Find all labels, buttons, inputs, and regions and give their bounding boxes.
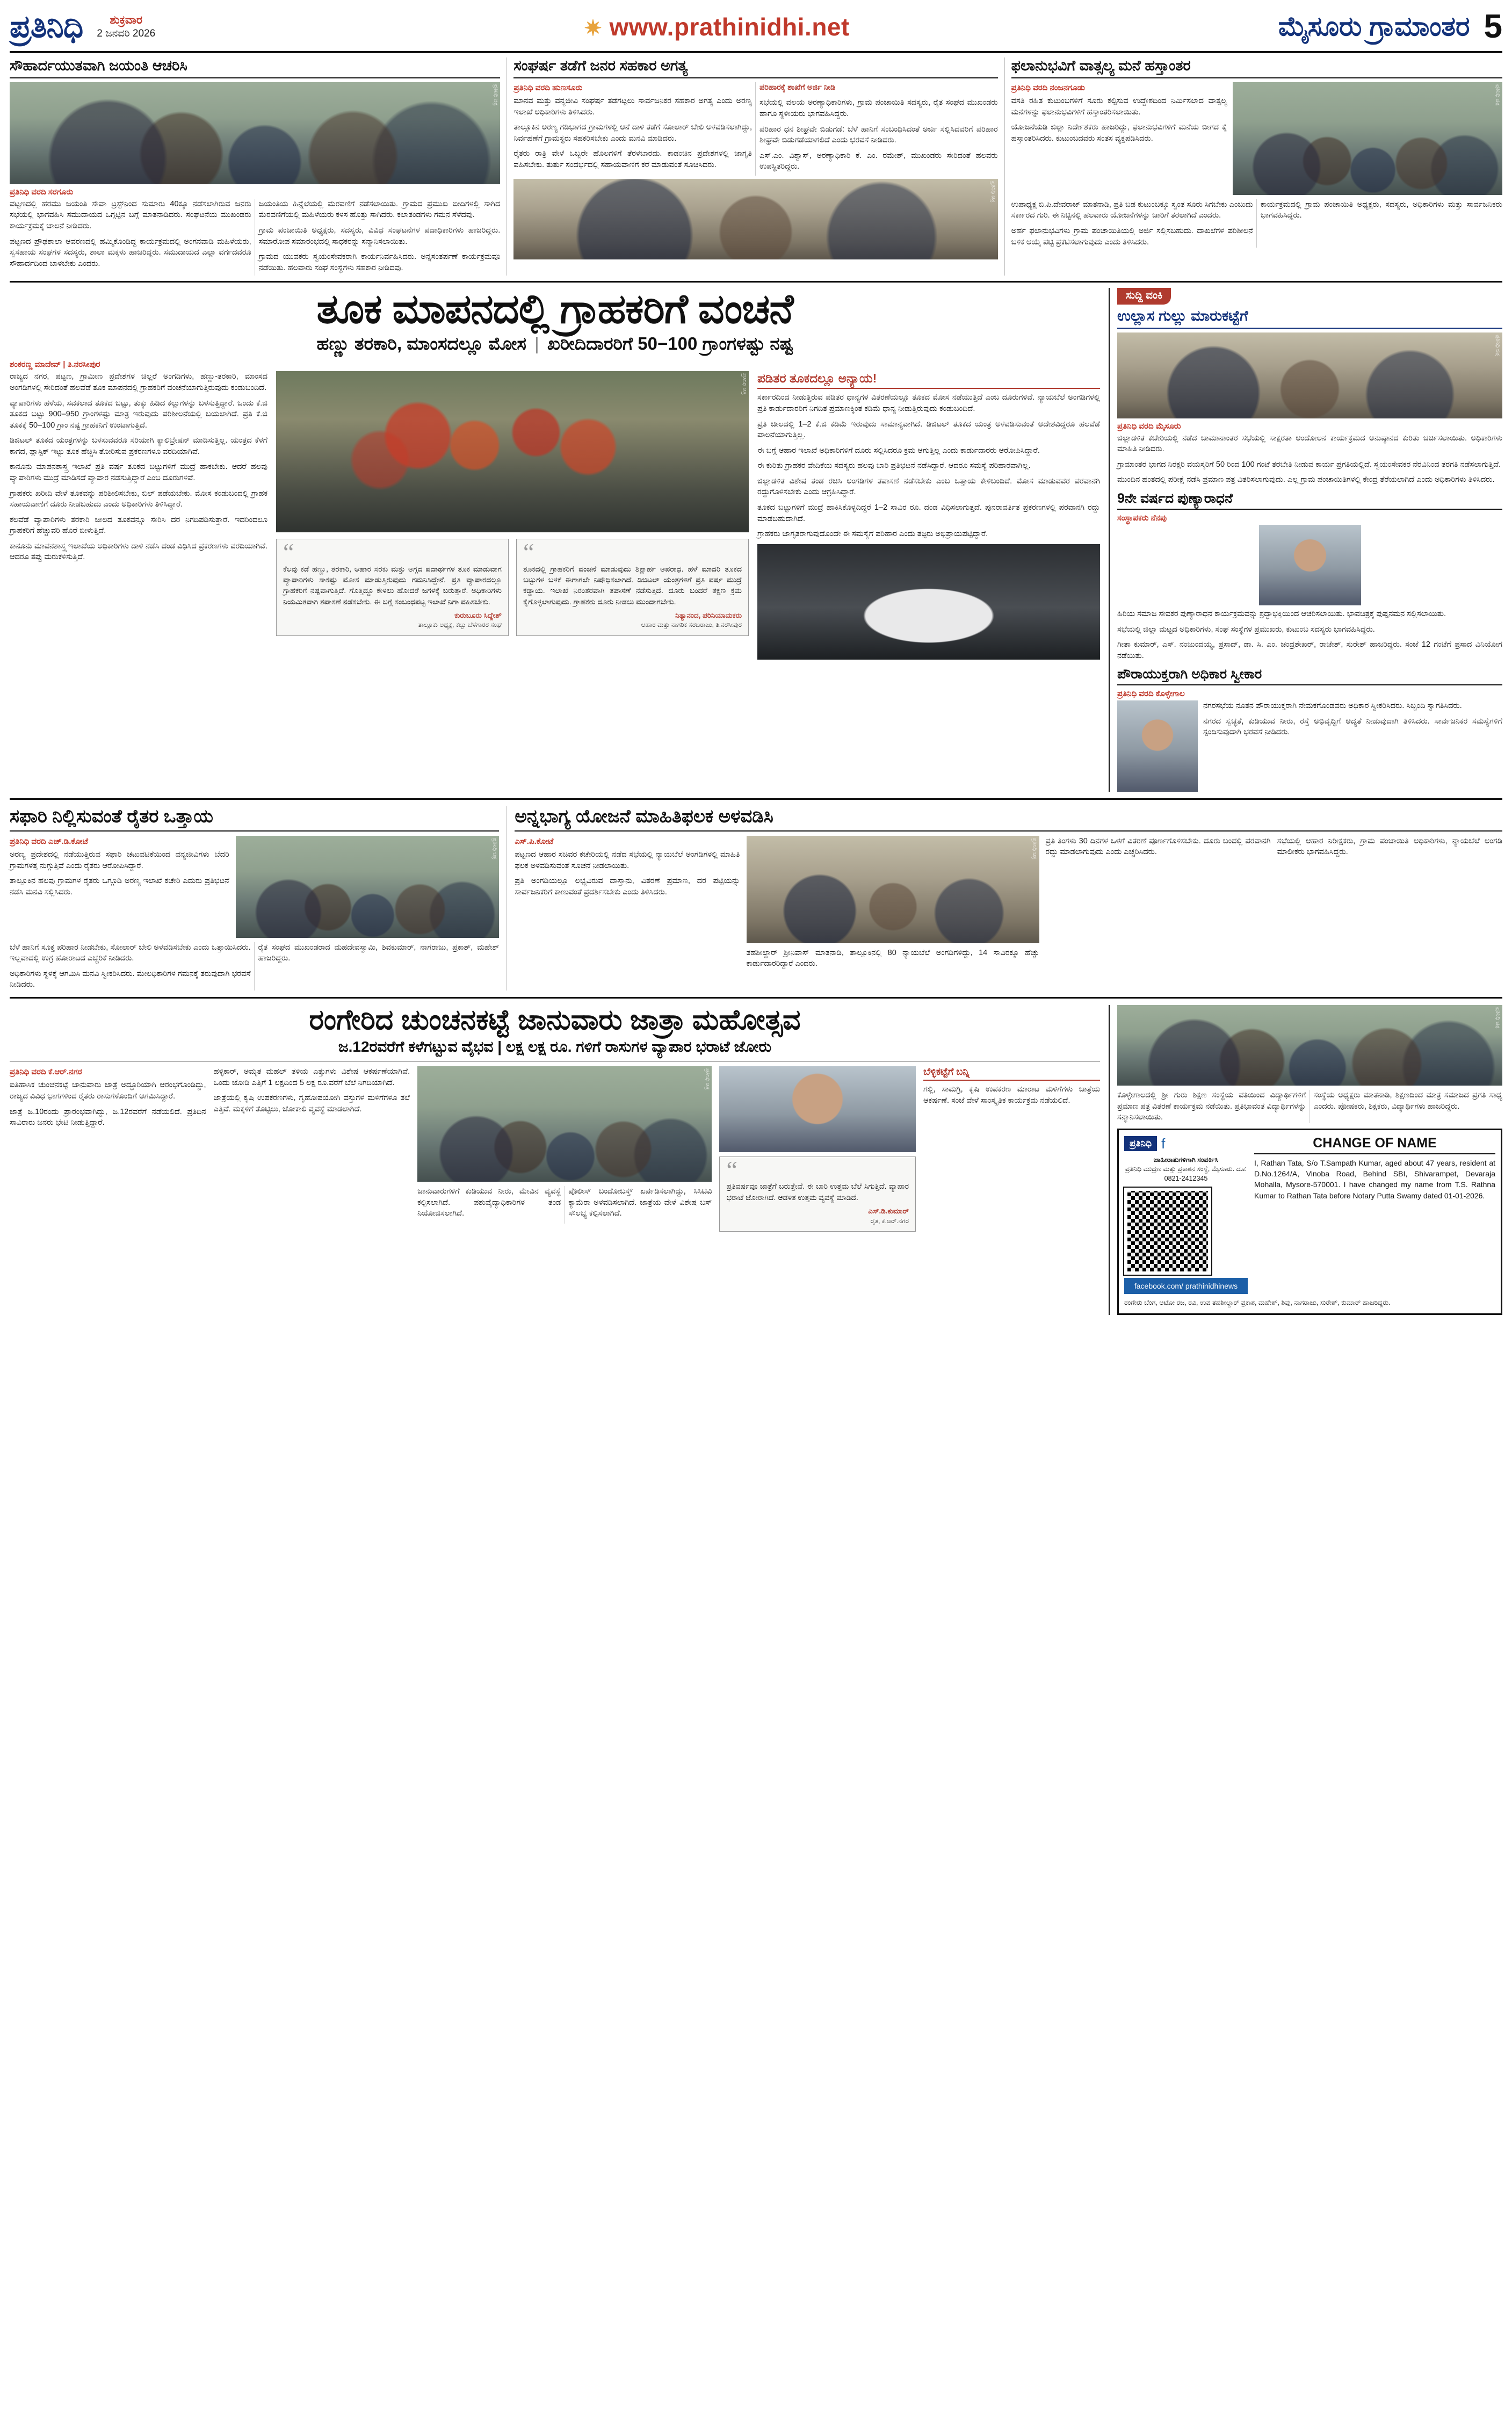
- ad-kannada-note: ರಂಗೇರು ಬೆಂಗ, ಆಟೋ ರಜ, ರವಿ, ಉಪ ತಹಶೀಲ್ದಾರ್ ಪ್ರಕಾಶ, ಮಹೇಶ್, ಶಿವು, ನಾಗರಾಜು, ಸುರೇಶ್, ಕುಮಾರ್ ಹಾಜರಿದ್ದರು.: [1124, 1299, 1391, 1307]
- paragraph: ಈ ಬಗ್ಗೆ ಆಹಾರ ಇಲಾಖೆ ಅಧಿಕಾರಿಗಳಿಗೆ ದೂರು ಸಲ್ಲಿಸಿದರೂ ಕ್ರಮ ಆಗುತ್ತಿಲ್ಲ ಎಂದು ಕಾರ್ಡುದಾರರು ಆರೋಪಿಸಿದ್ದಾರೆ.: [757, 446, 1040, 455]
- article-body-continued: [10, 942, 499, 991]
- paragraph: ಕಾರ್ಯಕ್ರಮದಲ್ಲಿ ಗ್ರಾಮ ಪಂಚಾಯಿತಿ ಅಧ್ಯಕ್ಷರು, ಸದಸ್ಯರು, ಅಧಿಕಾರಿಗಳು ಮತ್ತು ಸಾರ್ವಜನಿಕರು ಭಾಗವಹಿಸಿದ್ದರು.: [1260, 200, 1502, 220]
- quote-box-2: [516, 539, 749, 635]
- side-note-text: ಗಲ್ಲಿ, ಸಾಮಗ್ರಿ, ಕೃಷಿ ಉಪಕರಣ ಮಾರಾಟ ಮಳಿಗೆಗಳು ಜಾತ್ರೆಯ ಆಕರ್ಷಣೆ. ಸಂಜೆ ವೇಳೆ ಸಾಂಸ್ಕೃತಿಕ ಕಾರ್ಯಕ್ರಮ ನಡೆಯಲಿದೆ.: [923, 1085, 1100, 1105]
- bottom-sub-right: ಲಕ್ಷ ಲಕ್ಷ ರೂ. ಗಳಿಗೆ ರಾಸುಗಳ ವ್ಯಾಪಾರ ಭರಾಟೆ ಜೋರು: [505, 1038, 772, 1056]
- article-body: [10, 836, 229, 938]
- paragraph: ವಸತಿ ರಹಿತ ಕುಟುಂಬಗಳಿಗೆ ಸೂರು ಕಲ್ಪಿಸುವ ಉದ್ದೇಶದಿಂದ ನಿರ್ಮಿಸಲಾದ ವಾತ್ಸಲ್ಯ ಮನೆಗಳನ್ನು ಫಲಾನುಭವಿಗಳಿಗೆ ಹಸ್ತಾಂತರಿಸಲಾಯಿತು.: [1011, 97, 1227, 117]
- lead-right-column: [757, 371, 1100, 659]
- paragraph: ಪ್ರತಿ ಅಂಗಡಿಯಲ್ಲೂ ಲಭ್ಯವಿರುವ ದಾಸ್ತಾನು, ವಿತರಣೆ ಪ್ರಮಾಣ, ದರ ಪಟ್ಟಿಯನ್ನು ಸಾರ್ವಜನಿಕರಿಗೆ ಕಾಣುವಂತೆ ಪ್ರದರ್ಶಿಸಬೇಕು ಎಂದು ತಿಳಿಸಿದರು.: [515, 877, 740, 897]
- rail-headline-2: 9ನೇ ವರ್ಷದ ಪುಣ್ಯಾರಾಧನೆ: [1117, 491, 1502, 510]
- article-vatsalya-mane: [1005, 57, 1502, 276]
- bottom-subheadline: [10, 1038, 1100, 1056]
- top-stories-strip: [10, 57, 1502, 283]
- photo-credit: ಪ್ರತಿನಿಧಿ ಚಿತ್ರ: [1494, 84, 1501, 106]
- article-byline: ಪ್ರತಿನಿಧಿ ವರದಿ ನಂಜನಗೂಡು: [1011, 83, 1085, 92]
- photo-credit: ಪ್ರತಿನಿಧಿ ಚಿತ್ರ: [493, 84, 499, 106]
- paragraph: ಐತಿಹಾಸಿಕ ಚುಂಚನಕಟ್ಟೆ ಜಾನುವಾರು ಜಾತ್ರೆ ಅದ್ಧೂರಿಯಾಗಿ ಆರಂಭಗೊಂಡಿದ್ದು, ರಾಜ್ಯದ ವಿವಿಧ ಭಾಗಗಳಿಂದ ರೈತರು ರಾಸುಗಳೊಂದಿಗೆ ಆಗಮಿಸಿದ್ದಾರೆ.: [10, 1081, 206, 1101]
- photo-credit: ಪ್ರತಿನಿಧಿ ಚಿತ್ರ: [704, 1068, 711, 1090]
- issue-date-text: 2 ಜನವರಿ 2026: [97, 27, 156, 39]
- paragraph: ಸಭೆಯಲ್ಲಿ ಆಹಾರ ನಿರೀಕ್ಷಕರು, ಗ್ರಾಮ ಪಂಚಾಯಿತಿ ಅಧಿಕಾರಿಗಳು, ನ್ಯಾಯಬೆಲೆ ಅಂಗಡಿ ಮಾಲೀಕರು ಭಾಗವಹಿಸಿದ್ದರು.: [1277, 836, 1502, 857]
- lead-photo-weighing-scale: [757, 544, 1100, 660]
- side-note-title: ಬೆಳ್ಳಿಕಟ್ಟೆಗೆ ಬನ್ನಿ: [923, 1066, 1100, 1081]
- photo-credit: ಪ್ರತಿನಿಧಿ ಚಿತ್ರ: [1031, 837, 1038, 859]
- website-url[interactable]: [155, 12, 1278, 41]
- lead-headline: ತೂಕ ಮಾಪನದಲ್ಲಿ ಗ್ರಾಹಕರಿಗೆ ವಂಚನೆ: [316, 286, 793, 332]
- paragraph: ಗ್ರಾಮ ಪಂಚಾಯಿತಿ ಅಧ್ಯಕ್ಷರು, ಸದಸ್ಯರು, ವಿವಿಧ ಸಂಘಟನೆಗಳ ಪದಾಧಿಕಾರಿಗಳು ಹಾಜರಿದ್ದರು. ಸಮಾರೋಪ ಸಮಾರಂಭದಲ್ಲಿ ಸಾಧಕರನ್ನು ಸನ್ಮಾನಿಸಲಾಯಿತು.: [258, 226, 501, 246]
- bottom-sub-left: ಜ.12ರವರೆಗೆ ಕಳೆಗಟ್ಟುವ ವೈಭವ: [338, 1038, 494, 1056]
- paragraph: ರೈತ ಸಂಘದ ಮುಖಂಡರಾದ ಮಹದೇವಸ್ವಾಮಿ, ಶಿವಕುಮಾರ್, ನಾಗರಾಜು, ಪ್ರಕಾಶ್, ಮಹೇಶ್ ಹಾಜರಿದ್ದರು.: [258, 943, 500, 963]
- bottom-body-under-photo: [417, 1186, 712, 1224]
- quote-text: ತೂಕದಲ್ಲಿ ಗ್ರಾಹಕರಿಗೆ ವಂಚನೆ ಮಾಡುವುದು ಶಿಕ್ಷಾರ್ಹ ಅಪರಾಧ. ಹಳೆ ಮಾದರಿ ತೂಕದ ಬಟ್ಟುಗಳ ಬಳಕೆ ಈಗಾಗಲೇ ನಿಷೇಧಿಸಲಾಗಿದೆ. ಡಿಜಿಟಲ್ ಯಂತ್ರಗಳಿಗೆ ಪ್ರತಿ ವರ್ಷ ಮುದ್ರೆ ಕಡ್ಡಾಯ. ಇಲಾಖೆ ನಿರಂತರವಾಗಿ ತಪಾಸಣೆ ನಡೆಸುತ್ತಿದೆ. ದೂರು ಬಂದರೆ ತಕ್ಷಣ ಕ್ರಮ ಕೈಗೊಳ್ಳಲಾಗುವುದು. ಗ್ರಾಹಕರು ದೂರು ನೀಡಲು ಮುಂದಾಗಬೇಕು.: [523, 564, 742, 606]
- rail-section-tag: ಸುದ್ದಿ ವಂಕಿ: [1117, 288, 1171, 305]
- bottom-article: [10, 1005, 1100, 1315]
- article-body: [515, 836, 740, 974]
- lead-center-column: [276, 371, 749, 659]
- paragraph: ಅರ್ಹ ಫಲಾನುಭವಿಗಳು ಗ್ರಾಮ ಪಂಚಾಯಿತಿಯಲ್ಲಿ ಅರ್ಜಿ ಸಲ್ಲಿಸಬಹುದು. ದಾಖಲೆಗಳ ಪರಿಶೀಲನೆ ಬಳಿಕ ಆಯ್ಕೆ ಪಟ್ಟಿ ಪ್ರಕಟಿಸಲಾಗುವುದು ಎಂದು ತಿಳಿಸಿದರು.: [1011, 227, 1253, 247]
- mid-stories-strip: [10, 806, 1502, 999]
- article-body-continued: [1011, 199, 1502, 248]
- article-subhead: ಪರಿಹಾರಕ್ಕೆ ಶಾಖೆಗೆ ಅರ್ಜಿ ನೀಡಿ: [759, 83, 836, 92]
- paragraph: ಸಭೆಯಲ್ಲಿ ವಲಯ ಅರಣ್ಯಾಧಿಕಾರಿಗಳು, ಗ್ರಾಮ ಪಂಚಾಯಿತಿ ಸದಸ್ಯರು, ರೈತ ಸಂಘದ ಮುಖಂಡರು ಹಾಗೂ ಸ್ಥಳೀಯರು ಭಾಗವಹಿಸಿದ್ದರು.: [759, 98, 998, 119]
- paragraph: ಉಪಾಧ್ಯಕ್ಷ ಬಿ.ಪಿ.ದೇವರಾಜ್ ಮಾತನಾಡಿ, ಪ್ರತಿ ಬಡ ಕುಟುಂಬಕ್ಕೂ ಸ್ವಂತ ಸೂರು ಸಿಗಬೇಕು ಎಂಬುದು ಸರ್ಕಾರದ ಗುರಿ. ಈ ನಿಟ್ಟಿನಲ್ಲಿ ಹಲವಾರು ಯೋಜನೆಗಳನ್ನು ಜಾರಿಗೆ ತರಲಾಗಿದೆ ಎಂದರು.: [1011, 200, 1253, 220]
- paragraph: ಬೆಳೆ ಹಾನಿಗೆ ಸೂಕ್ತ ಪರಿಹಾರ ನೀಡಬೇಕು, ಸೋಲಾರ್ ಬೇಲಿ ಅಳವಡಿಸಬೇಕು ಎಂದು ಒತ್ತಾಯಿಸಿದರು. ಇಲ್ಲವಾದಲ್ಲಿ ಉಗ್ರ ಹೋರಾಟದ ಎಚ್ಚರಿಕೆ ನೀಡಿದರು.: [10, 943, 251, 963]
- paragraph: ವ್ಯಾಪಾರಿಗಳು ಹಳೆಯ, ಸವಕಲಾದ ತೂಕದ ಬಟ್ಟು, ತುಕ್ಕು ಹಿಡಿದ ಕಲ್ಲುಗಳನ್ನು ಬಳಸುತ್ತಿದ್ದಾರೆ. ಒಂದು ಕೆ.ಜಿ ತೂಕದ ಬಟ್ಟು 900–950 ಗ್ರಾಂಗಳಷ್ಟು ಮಾತ್ರ ಇರುವುದು ಪರಿಶೀಲನೆಯಲ್ಲಿ ಬಯಲಾಗಿದೆ. ಪ್ರತಿ ಕೆ.ಜಿ ತೂಕಕ್ಕೆ 50–100 ಗ್ರಾಂ ನಷ್ಟ ಗ್ರಾಹಕನಿಗೆ ಉಂಟಾಗುತ್ತಿದೆ.: [10, 399, 267, 430]
- paragraph: ಜಯಂತಿಯ ಹಿನ್ನೆಲೆಯಲ್ಲಿ ಮೆರವಣಿಗೆ ನಡೆಸಲಾಯಿತು. ಗ್ರಾಮದ ಪ್ರಮುಖ ಬೀದಿಗಳಲ್ಲಿ ಸಾಗಿದ ಮೆರವಣಿಗೆಯಲ್ಲಿ ಮಹಿಳೆಯರು ಕಳಸ ಹೊತ್ತು ಸಾಗಿದರು. ಕಲಾತಂಡಗಳು ಗಮನ ಸೆಳೆದವು.: [258, 199, 501, 220]
- lead-sub-right: ಖರೀದಿದಾರರಿಗೆ 50−100 ಗ್ರಾಂಗಳಷ್ಟು ನಷ್ಟ: [547, 334, 793, 354]
- quote-author: ನಿತ್ಯಾನಂದ, ಪರಿನಿಯಾಮಕರು: [675, 611, 742, 619]
- divider-rule: [10, 1061, 1100, 1062]
- quote-text: ಕೆಲವು ಕಡೆ ಹಣ್ಣು, ತರಕಾರಿ, ಆಹಾರ ಸರಕು ಮತ್ತು ಅಗ್ಗದ ಪದಾರ್ಥಗಳ ತೂಕ ಮಾಡುವಾಗ ವ್ಯಾಪಾರಿಗಳು ಸಾಕಷ್ಟು ಮೋಸ ಮಾಡುತ್ತಿರುವುದು ಗಮನಿಸಿದ್ದೇನೆ. ಪ್ರತಿ ವ್ಯಾಪಾರದಲ್ಲೂ ಗ್ರಾಹಕರಿಗೆ ನಷ್ಟವಾಗುತ್ತಿದೆ. ಗೊತ್ತಿದ್ದೂ ಕೇಳಲು ಹೋದರೆ ಜಗಳಕ್ಕೆ ಬರುತ್ತಾರೆ. ಅಧಿಕಾರಿಗಳು ನಿಯಮಿತವಾಗಿ ತಪಾಸಣೆ ನಡೆಸಬೇಕು. ಈ ಬಗ್ಗೆ ಸಂಬಂಧಪಟ್ಟ ಇಲಾಖೆ ನಿಗಾ ವಹಿಸಬೇಕು.: [283, 564, 502, 606]
- quote-author-title: ರೈತ, ಕೆ.ಆರ್.ನಗರ: [870, 1217, 909, 1225]
- lead-byline: ಶಂಕರಣ್ಣ ಮಾದೇವ್ | ತಿ.ನರಸೀಪುರ: [10, 360, 100, 370]
- article-sangharsha: [507, 57, 1004, 276]
- website-url-text: www.prathinidhi.net: [609, 12, 850, 41]
- edition-name: ಮೈಸೂರು ಗ್ರಾಮಾಂತರ: [1278, 11, 1470, 41]
- photo-credit: ಪ್ರತಿನಿಧಿ ಚಿತ್ರ: [741, 373, 747, 395]
- masthead: [10, 8, 1502, 53]
- article-photo-wrap: [747, 836, 1039, 974]
- sidebar-box-body: [757, 392, 1100, 456]
- bottom-col-1: [10, 1066, 206, 1232]
- article-photo: [747, 836, 1039, 943]
- article-body: [1011, 82, 1227, 195]
- article-headline: ಫಲಾನುಭವಿಗೆ ವಾತ್ಸಲ್ಯ ಮನೆ ಹಸ್ತಾಂತರ: [1011, 57, 1502, 78]
- divider: |: [534, 334, 539, 354]
- article-photo: [513, 179, 997, 259]
- paragraph: ಜಾತ್ರೆ ಜ.10ರಂದು ಪ್ರಾರಂಭವಾಗಿದ್ದು, ಜ.12ರವರೆಗೆ ನಡೆಯಲಿದೆ. ಪ್ರತಿದಿನ ಸಾವಿರಾರು ಜನರು ಭೇಟಿ ನೀಡುತ್ತಿದ್ದಾರೆ.: [10, 1107, 206, 1127]
- paragraph: ಮುಂದಿನ ಹಂತದಲ್ಲಿ ಪರೀಕ್ಷೆ ನಡೆಸಿ ಪ್ರಮಾಣ ಪತ್ರ ವಿತರಿಸಲಾಗುವುದು. ಎಲ್ಲ ಗ್ರಾಮ ಪಂಚಾಯಿತಿಗಳಲ್ಲಿ ಕೇಂದ್ರ ತೆರೆಯಲಾಗಿದೆ ಎಂದು ಅಧಿಕಾರಿಗಳು ತಿಳಿಸಿದರು.: [1117, 475, 1495, 485]
- quote-attribution: [523, 610, 742, 630]
- bottom-right-body: [1117, 1090, 1502, 1123]
- rail-headline-3: ಪೌರಾಯುಕ್ತರಾಗಿ ಅಧಿಕಾರ ಸ್ವೀಕಾರ: [1117, 667, 1502, 685]
- bottom-quote-box: [719, 1156, 916, 1232]
- article-headline: ಸಫಾರಿ ನಿಲ್ಲಿಸುವಂತೆ ರೈತರ ಒತ್ತಾಯ: [10, 806, 499, 831]
- paragraph: ಪ್ರತಿ ಚೀಲದಲ್ಲಿ 1–2 ಕೆ.ಜಿ ಕಡಿಮೆ ಇರುವುದು ಸಾಮಾನ್ಯವಾಗಿದೆ. ಡಿಜಿಟಲ್ ತೂಕದ ಯಂತ್ರ ಅಳವಡಿಸುವಂತೆ ಆದೇಶವಿದ್ದರೂ ಹಲವೆಡೆ ಪಾಲನೆಯಾಗುತ್ತಿಲ್ಲ.: [757, 420, 1100, 440]
- article-photo: [10, 82, 500, 184]
- photo-credit: ಪ್ರತಿನಿಧಿ ಚಿತ್ರ: [1495, 1007, 1501, 1029]
- paragraph: ಕಾನೂನು ಮಾಪನಶಾಸ್ತ್ರ ಇಲಾಖೆಯ ಅಧಿಕಾರಿಗಳು ದಾಳಿ ನಡೆಸಿ ದಂಡ ವಿಧಿಸಿದ ಪ್ರಕರಣಗಳು ವರದಿಯಾಗಿವೆ. ಆದರೂ ತಪ್ಪು ಮರುಕಳಿಸುತ್ತಿದೆ.: [10, 541, 267, 562]
- paragraph: ಅರಣ್ಯ ಪ್ರದೇಶದಲ್ಲಿ ನಡೆಯುತ್ತಿರುವ ಸಫಾರಿ ಚಟುವಟಿಕೆಯಿಂದ ವನ್ಯಜೀವಿಗಳು ಬೆದರಿ ಗ್ರಾಮಗಳತ್ತ ನುಗ್ಗುತ್ತಿವೆ ಎಂದು ರೈತರು ಆರೋಪಿಸಿದ್ದಾರೆ.: [10, 850, 229, 870]
- publication-logo: ಪ್ರತಿನಿಧಿ: [10, 9, 83, 44]
- paragraph: ಈ ಕುರಿತು ಗ್ರಾಹಕರ ವೇದಿಕೆಯ ಸದಸ್ಯರು ಹಲವು ಬಾರಿ ಪ್ರತಿಭಟನೆ ನಡೆಸಿದ್ದಾರೆ. ಆದರೂ ಸಮಸ್ಯೆ ಪರಿಹಾರವಾಗಿಲ್ಲ.: [757, 461, 1031, 471]
- article-photo: [236, 836, 500, 938]
- paragraph: ಅಧಿಕಾರಿಗಳು ಸ್ಥಳಕ್ಕೆ ಆಗಮಿಸಿ ಮನವಿ ಸ್ವೀಕರಿಸಿದರು. ಮೇಲಧಿಕಾರಿಗಳ ಗಮನಕ್ಕೆ ತರುವುದಾಗಿ ಭರವಸೆ ನೀಡಿದರು.: [10, 969, 251, 989]
- paragraph: ಗ್ರಾಹಕರು ಖರೀದಿ ವೇಳೆ ತೂಕವನ್ನು ಪರಿಶೀಲಿಸಬೇಕು, ಬಿಲ್ ಪಡೆಯಬೇಕು. ಮೋಸ ಕಂಡುಬಂದಲ್ಲಿ ಗ್ರಾಹಕ ಸಹಾಯವಾಣಿಗೆ ದೂರು ನೀಡಬಹುದು ಎಂದು ಅಧಿಕಾರಿಗಳು ತಿಳಿಸಿದ್ದಾರೆ.: [10, 489, 267, 509]
- bottom-col-2: [214, 1066, 410, 1232]
- quote-author-title: ತಾಲ್ಲೂಕು ಅಧ್ಯಕ್ಷ, ಕಬ್ಬು ಬೆಳೆಗಾರರ ಸಂಘ: [418, 621, 502, 629]
- paragraph: ಯೋಜನೆಯಡಿ ಜಿಲ್ಲಾ ನಿರ್ದೇಶಕರು ಹಾಜರಿದ್ದು, ಫಲಾನುಭವಿಗಳಿಗೆ ಮನೆಯ ಬೀಗದ ಕೈ ಹಸ್ತಾಂತರಿಸಿದರು. ಕುಟುಂಬದವರು ಸಂತಸ ವ್ಯಕ್ತಪಡಿಸಿದರು.: [1011, 123, 1227, 143]
- paragraph: ಪೊಲೀಸ್ ಬಂದೋಬಸ್ತ್ ಏರ್ಪಡಿಸಲಾಗಿದ್ದು, ಸಿಸಿಟಿವಿ ಕ್ಯಾಮೆರಾ ಅಳವಡಿಸಲಾಗಿದೆ. ಜಾತ್ರೆಯ ವೇಳೆ ವಿಶೇಷ ಬಸ್ ಸೌಲಭ್ಯ ಕಲ್ಪಿಸಲಾಗಿದೆ.: [568, 1187, 712, 1218]
- facebook-handle[interactable]: facebook.com/ prathinidhinews: [1124, 1278, 1248, 1294]
- paragraph: ಡಿಜಿಟಲ್ ತೂಕದ ಯಂತ್ರಗಳನ್ನು ಬಳಸುವವರೂ ಸರಿಯಾಗಿ ಕ್ಯಾಲಿಬ್ರೇಷನ್ ಮಾಡಿಸುತ್ತಿಲ್ಲ. ಯಂತ್ರದ ಕೆಳಗೆ ಕಾಗದ, ಪ್ಲಾಸ್ಟಿಕ್ ಇಟ್ಟು ತೂಕ ಹೆಚ್ಚಿಸಿ ತೋರಿಸುವ ಪ್ರಕರಣಗಳೂ ವರದಿಯಾಗಿವೆ.: [10, 436, 267, 456]
- rail-body-2: [1117, 609, 1502, 661]
- paragraph: ಹಳ್ಳಿಕಾರ್, ಅಮೃತ ಮಹಲ್ ತಳಿಯ ಎತ್ತುಗಳು ವಿಶೇಷ ಆಕರ್ಷಣೆಯಾಗಿವೆ. ಒಂದು ಜೋಡಿ ಎತ್ತಿಗೆ 1 ಲಕ್ಷದಿಂದ 5 ಲಕ್ಷ ರೂ.ವರೆಗೆ ಬೆಲೆ ನಿಗದಿಯಾಗಿದೆ.: [213, 1067, 410, 1087]
- bottom-photo: [417, 1066, 712, 1182]
- paragraph: ಗ್ರಾಮದ ಯುವಕರು ಸ್ವಯಂಸೇವಕರಾಗಿ ಕಾರ್ಯನಿರ್ವಹಿಸಿದರು. ಅನ್ನಸಂತರ್ಪಣೆ ಕಾರ್ಯಕ್ರಮವೂ ನಡೆಯಿತು. ಹಲವಾರು ಸಂಘ ಸಂಸ್ಥೆಗಳು ಸಹಕಾರ ನೀಡಿದವು.: [258, 252, 501, 272]
- ad-left: [1124, 1136, 1248, 1295]
- quote-attribution: [283, 610, 502, 630]
- paragraph: ನಗರದ ಸ್ವಚ್ಛತೆ, ಕುಡಿಯುವ ನೀರು, ರಸ್ತೆ ಅಭಿವೃದ್ಧಿಗೆ ಆದ್ಯತೆ ನೀಡುವುದಾಗಿ ತಿಳಿಸಿದರು. ಸಾರ್ವಜನಿಕರ ಸಮಸ್ಯೆಗಳಿಗೆ ಸ್ಪಂದಿಸುವುದಾಗಿ ಭರವಸೆ ನೀಡಿದರು.: [1203, 717, 1502, 737]
- bottom-right-rail: [1109, 1005, 1502, 1315]
- lead-subheadline: [10, 334, 1100, 355]
- issue-date: [97, 13, 155, 40]
- paragraph: ರೈತರು ರಾತ್ರಿ ವೇಳೆ ಒಬ್ಬರೇ ಹೊಲಗಳಿಗೆ ತೆರಳಬಾರದು. ಕಾಡಂಚಿನ ಪ್ರದೇಶಗಳಲ್ಲಿ ಜಾಗೃತಿ ವಹಿಸಬೇಕು. ತುರ್ತು ಸಂದರ್ಭದಲ್ಲಿ ಸಹಾಯವಾಣಿಗೆ ಕರೆ ಮಾಡುವಂತೆ ಸೂಚಿಸಿದರು.: [513, 149, 752, 170]
- paragraph: ಪಟ್ಟಣದಲ್ಲಿ ಹರಮು ಜಯಂತಿ ಸೇವಾ ಟ್ರಸ್ಟ್‌ನಿಂದ ಸುಮಾರು 40ಕ್ಕೂ ನಡೆಸಲಾಗಿರುವ ಜನರು ಸಭೆಯಲ್ಲಿ ಭಾಗವಹಿಸಿ ಸಮುದಾಯದ ಒಗ್ಗಟ್ಟಿನ ಬಗ್ಗೆ ಮಾತನಾಡಿದರು. ಸಂಘಟನೆಯ ಮುಖಂಡರು ಕಾರ್ಯಕ್ರಮಕ್ಕೆ ಚಾಲನೆ ನೀಡಿದರು.: [10, 199, 251, 231]
- bottom-col-4: [719, 1066, 916, 1232]
- paragraph: ಜಿಲ್ಲಾಡಳಿತ ವಿಶೇಷ ತಂಡ ರಚಿಸಿ ಅಂಗಡಿಗಳ ತಪಾಸಣೆ ನಡೆಸಬೇಕು ಎಂಬ ಒತ್ತಾಯ ಕೇಳಿಬಂದಿದೆ. ಮೋಸ ಮಾಡುವವರ ಪರವಾನಗಿ ರದ್ದುಗೊಳಿಸಬೇಕು ಎಂದು ಆಗ್ರಹಿಸಿದ್ದಾರೆ.: [757, 476, 1100, 497]
- quote-text: ಪ್ರತಿವರ್ಷವೂ ಜಾತ್ರೆಗೆ ಬರುತ್ತೇವೆ. ಈ ಬಾರಿ ಉತ್ತಮ ಬೆಲೆ ಸಿಗುತ್ತಿದೆ. ವ್ಯಾಪಾರ ಭರಾಟೆ ಜೋರಾಗಿದೆ. ಆಡಳಿತ ಉತ್ತಮ ವ್ಯವಸ್ಥೆ ಮಾಡಿದೆ.: [726, 1182, 909, 1202]
- article-headline: ಅನ್ನಭಾಗ್ಯ ಯೋಜನೆ ಮಾಹಿತಿಫಲಕ ಅಳವಡಿಸಿ: [515, 806, 1502, 831]
- lead-sub-left: ಹಣ್ಣು ತರಕಾರಿ, ಮಾಂಸದಲ್ಲೂ ಮೋಸ: [316, 334, 526, 354]
- divider: |: [497, 1038, 502, 1056]
- rail-body-1: [1117, 433, 1502, 486]
- rail-byline-2: ಸಂಸ್ಥಾಪಕರು ನೆನಪು: [1117, 513, 1167, 523]
- lead-grid: [10, 371, 1100, 659]
- rail-body-3: [1203, 700, 1502, 792]
- bottom-byline: ಪ್ರತಿನಿಧಿ ವರದಿ ಕೆ.ಆರ್.ನಗರ: [10, 1067, 82, 1077]
- article-headline: ಸೌಹಾರ್ದಯುತವಾಗಿ ಜಯಂತಿ ಆಚರಿಸಿ: [10, 57, 500, 78]
- article-body: [513, 82, 997, 176]
- paragraph: ಜಾನುವಾರುಗಳಿಗೆ ಕುಡಿಯುವ ನೀರು, ಮೇವಿನ ವ್ಯವಸ್ಥೆ ಕಲ್ಪಿಸಲಾಗಿದೆ. ಪಶುವೈದ್ಯಾಧಿಕಾರಿಗಳ ತಂಡ ನಿಯೋಜಿಸಲಾಗಿದೆ.: [417, 1187, 561, 1218]
- paragraph: ತೂಕದ ಬಟ್ಟುಗಳಿಗೆ ಮುದ್ರೆ ಹಾಕಿಸಿಕೊಳ್ಳದಿದ್ದರೆ 1–2 ಸಾವಿರ ರೂ. ದಂಡ ವಿಧಿಸಲಾಗುತ್ತದೆ. ಪುನರಾವರ್ತಿತ ಪ್ರಕರಣಗಳಲ್ಲಿ ಪರವಾನಗಿ ರದ್ದು ಮಾಡಬಹುದಾಗಿದೆ.: [757, 503, 1100, 523]
- quote-open-icon: “: [726, 1156, 737, 1184]
- article-byline: ಪ್ರತಿನಿಧಿ ವರದಿ ಸರಗೂರು: [10, 187, 74, 197]
- paragraph: ಜಾತ್ರೆಯಲ್ಲಿ ಕೃಷಿ ಉಪಕರಣಗಳು, ಗೃಹೋಪಯೋಗಿ ವಸ್ತುಗಳ ಮಳಿಗೆಗಳೂ ತಲೆ ಎತ್ತಿವೆ. ಮಕ್ಕಳಿಗೆ ತೊಟ್ಟಿಲು, ಜೋಕಾಲಿ ವ್ಯವಸ್ಥೆ ಮಾಡಲಾಗಿದೆ.: [213, 1094, 410, 1114]
- bottom-col-3: [417, 1066, 712, 1232]
- lead-left-column: [10, 371, 267, 659]
- quote-box-1: [276, 539, 509, 635]
- quote-attribution: [726, 1206, 909, 1226]
- ad-right: [1254, 1136, 1495, 1295]
- article-headline: ಸಂಘರ್ಷ ತಡೆಗೆ ಜನರ ಸಹಕಾರ ಅಗತ್ಯ: [513, 57, 997, 78]
- paragraph: ಪಟ್ಟಣದ ಆಹಾರ ಸಚಿವರ ಕಚೇರಿಯಲ್ಲಿ ನಡೆದ ಸಭೆಯಲ್ಲಿ ನ್ಯಾಯಬೆಲೆ ಅಂಗಡಿಗಳಲ್ಲಿ ಮಾಹಿತಿ ಫಲಕ ಅಳವಡಿಸುವಂತೆ ಸೂಚನೆ ನೀಡಲಾಯಿತು.: [515, 850, 740, 870]
- lead-article: [10, 288, 1100, 792]
- quote-author: ಎಸ್.ಡಿ.ಕುಮಾರ್: [868, 1207, 909, 1216]
- article-body-under-photo: [747, 948, 1039, 970]
- article-byline: ಪ್ರತಿನಿಧಿ ವರದಿ ಹುಣಸೂರು: [513, 83, 583, 92]
- rail-byline-1: ಪ್ರತಿನಿಧಿ ವರದಿ ಮೈಸೂರು: [1117, 421, 1181, 431]
- paragraph: ಜಿಲ್ಲಾಡಳಿತ ಕಚೇರಿಯಲ್ಲಿ ನಡೆದ ಜಾಮಾನಾಂತರ ಸಭೆಯಲ್ಲಿ ಸಾಕ್ಷರತಾ ಆಂದೋಲನ ಕಾರ್ಯಕ್ರಮದ ಅನುಷ್ಠಾನದ ಕುರಿತು ಚರ್ಚಿಸಲಾಯಿತು. ಅಧಿಕಾರಿಗಳು ಮಾಹಿತಿ ನೀಡಿದರು.: [1117, 433, 1502, 454]
- article-annabhagya: [507, 806, 1502, 991]
- paragraph: ಗೀತಾ ಕುಮಾರ್, ಎಸ್. ನಂಜುಂದಯ್ಯ, ಪ್ರಸಾದ್, ಡಾ. ಸಿ. ಎಂ. ಚಂದ್ರಶೇಖರ್, ರಾಜೇಶ್, ಸುರೇಶ್ ಹಾಜರಿದ್ದರು. ಸಂಜೆ 12 ಗಂಟೆಗೆ ಪ್ರಸಾದ ವಿನಿಯೋಗ ನಡೆಯಿತು.: [1117, 640, 1502, 660]
- article-byline: ಎಸ್.ಪಿ.ಕೋಟೆ: [515, 836, 554, 846]
- lead-section: [10, 288, 1502, 800]
- rail-portrait-photo-2: [1117, 700, 1198, 792]
- paragraph: ಗ್ರಾಮಾಂತರ ಭಾಗದ ನಿರಕ್ಷರಿ ವಯಸ್ಕರಿಗೆ 50 ರಿಂದ 100 ಗಂಟೆ ತರಬೇತಿ ನೀಡುವ ಕಾರ್ಯ ಪ್ರಗತಿಯಲ್ಲಿದೆ. ಸ್ವಯಂಸೇವಕರ ನೆರವಿನಿಂದ ತರಗತಿ ನಡೆಸಲಾಗುತ್ತಿದೆ.: [1117, 460, 1501, 469]
- article-body: [10, 199, 500, 276]
- rail-byline-3: ಪ್ರತಿನಿಧಿ ವರದಿ ಕೊಳ್ಳೇಗಾಲ: [1117, 689, 1185, 699]
- rail-photo-1: [1117, 332, 1502, 418]
- rail-portrait-photo: [1259, 525, 1361, 605]
- photo-credit: ಪ್ರತಿನಿಧಿ ಚಿತ್ರ: [990, 181, 996, 203]
- bottom-portrait-photo: [719, 1066, 916, 1152]
- classified-ad-box: [1117, 1129, 1502, 1315]
- page-number: 5: [1484, 8, 1502, 45]
- quote-author: ಕುರುಬೂರು ಸಿದ್ದೇಶ್: [454, 611, 502, 619]
- article-body-col4: [1277, 836, 1502, 974]
- paragraph: ರಾಜ್ಯದ ನಗರ, ಪಟ್ಟಣ, ಗ್ರಾಮೀಣ ಪ್ರದೇಶಗಳ ಚಿಲ್ಲರೆ ಅಂಗಡಿಗಳು, ಹಣ್ಣು-ತರಕಾರಿ, ಮಾಂಸದ ಅಂಗಡಿಗಳಲ್ಲಿ ಸೇರಿದಂತೆ ಹಲವೆಡೆ ತೂಕ ಮಾಪನದಲ್ಲಿ ಗ್ರಾಹಕರಿಗೆ ವಂಚನೆಯಾಗುತ್ತಿರುವುದು ಕಂಡುಬಂದಿದೆ.: [10, 372, 267, 392]
- bottom-col-5: [923, 1066, 1100, 1232]
- lead-photo-market: [276, 371, 749, 532]
- qr-code[interactable]: [1124, 1188, 1211, 1275]
- paragraph: ಸಂಸ್ಥೆಯ ಅಧ್ಯಕ್ಷರು ಮಾತನಾಡಿ, ಶಿಕ್ಷಣದಿಂದ ಮಾತ್ರ ಸಮಾಜದ ಪ್ರಗತಿ ಸಾಧ್ಯ ಎಂದರು. ಪೋಷಕರು, ಶಿಕ್ಷಕರು, ವಿದ್ಯಾರ್ಥಿಗಳು ಹಾಜರಿದ್ದರು.: [1313, 1091, 1502, 1111]
- paragraph: ಗ್ರಾಹಕರು ಜಾಗೃತರಾಗುವುದೊಂದೇ ಈ ಸಮಸ್ಯೆಗೆ ಪರಿಹಾರ ಎಂದು ತಜ್ಞರು ಅಭಿಪ್ರಾಯಪಟ್ಟಿದ್ದಾರೆ.: [757, 530, 988, 539]
- sidebar-box-headline: ಪಡಿತರ ತೂಕದಲ್ಲೂ ಅನ್ಯಾಯ!: [757, 371, 1100, 389]
- paragraph: ಕೆಲವೆಡೆ ವ್ಯಾಪಾರಿಗಳು ತರಕಾರಿ ಚೀಲದ ತೂಕವನ್ನೂ ಸೇರಿಸಿ ದರ ನಿಗದಿಪಡಿಸುತ್ತಾರೆ. ಇದರಿಂದಲೂ ಗ್ರಾಹಕರಿಗೆ ಹೆಚ್ಚುವರಿ ಹೊರೆ ಬೀಳುತ್ತಿದೆ.: [10, 515, 267, 536]
- ad-contact-title: ಜಾಹೀರಾತುಗಳಿಗಾಗಿ ಸಂಪರ್ಕಿಸಿ: [1153, 1155, 1219, 1163]
- article-byline: ಪ್ರತಿನಿಧಿ ವರದಿ ಎಚ್.ಡಿ.ಕೋಟೆ: [10, 836, 89, 846]
- facebook-icon[interactable]: f: [1161, 1135, 1166, 1152]
- star-icon: ✷: [584, 16, 603, 40]
- paragraph: ಕೊಳ್ಳೇಗಾಲದಲ್ಲಿ ಶ್ರೀ ಗುರು ಶಿಕ್ಷಣ ಸಂಸ್ಥೆಯ ವತಿಯಿಂದ ವಿದ್ಯಾರ್ಥಿಗಳಿಗೆ ಪ್ರಮಾಣ ಪತ್ರ ವಿತರಣೆ ಕಾರ್ಯಕ್ರಮ ನಡೆಯಿತು. ಪ್ರತಿಭಾವಂತ ವಿದ್ಯಾರ್ಥಿಗಳನ್ನು ಸನ್ಮಾನಿಸಲಾಯಿತು.: [1117, 1091, 1306, 1122]
- ad-title: CHANGE OF NAME: [1254, 1136, 1495, 1154]
- photo-credit: ಪ್ರತಿನಿಧಿ ಚಿತ್ರ: [1495, 334, 1501, 356]
- paragraph: ಎಸ್.ಎಂ. ವಿಶ್ವಾಸ್, ಅರಣ್ಯಾಧಿಕಾರಿ ಕೆ. ಎಂ. ರಮೇಶ್, ಮುಖಂಡರು ಸೇರಿದಂತೆ ಹಲವರು ಉಪಸ್ಥಿತರಿದ್ದರು.: [759, 151, 998, 171]
- paragraph: ಪಟ್ಟಣದ ಪ್ರೌಢಶಾಲಾ ಆವರಣದಲ್ಲಿ ಹಮ್ಮಿಕೊಂಡಿದ್ದ ಕಾರ್ಯಕ್ರಮದಲ್ಲಿ ಅಂಗನವಾಡಿ ಮಹಿಳೆಯರು, ಸ್ವಸಹಾಯ ಸಂಘಗಳ ಸದಸ್ಯರು, ಶಾಲಾ ಮಕ್ಕಳು ಹಾಜರಿದ್ದರು. ಸಮುದಾಯದ ಎಲ್ಲಾ ವರ್ಗದವರೂ ಸೌಹಾರ್ದದಿಂದ ಬಾಳಬೇಕು ಎಂದರು.: [10, 237, 251, 268]
- paragraph: ತಹಶೀಲ್ದಾರ್ ಶ್ರೀನಿವಾಸ್ ಮಾತನಾಡಿ, ತಾಲ್ಲೂಕಿನಲ್ಲಿ 80 ನ್ಯಾಯಬೆಲೆ ಅಂಗಡಿಗಳಿದ್ದು, 14 ಸಾವಿರಕ್ಕೂ ಹೆಚ್ಚು ಕಾರ್ಡುದಾರರಿದ್ದಾರೆ ಎಂದರು.: [746, 948, 1039, 968]
- paragraph: ನಗರಸಭೆಯ ನೂತನ ಪೌರಾಯುಕ್ತರಾಗಿ ನೇಮಕಗೊಂಡವರು ಅಧಿಕಾರ ಸ್ವೀಕರಿಸಿದರು. ಸಿಬ್ಬಂದಿ ಸ್ವಾಗತಿಸಿದರು.: [1203, 702, 1462, 711]
- rail-headline-1: ಉಲ್ಲಾಸ ಗುಲ್ಲು ಮಾರುಕಟ್ಟೆಗೆ: [1117, 308, 1502, 328]
- issue-day: ಶುಕ್ರವಾರ: [110, 13, 142, 26]
- article-photo: [1233, 82, 1502, 195]
- paragraph: ಹಿರಿಯ ಸಮಾಜ ಸೇವಕರ ಪುಣ್ಯಾರಾಧನೆ ಕಾರ್ಯಕ್ರಮವನ್ನು ಶ್ರದ್ಧಾಭಕ್ತಿಯಿಂದ ಆಚರಿಸಲಾಯಿತು. ಭಾವಚಿತ್ರಕ್ಕೆ ಪುಷ್ಪನಮನ ಸಲ್ಲಿಸಲಾಯಿತು.: [1117, 609, 1446, 618]
- quote-author-title: ಆಹಾರ ಮತ್ತು ನಾಗರಿಕ ಸರಬರಾಜು, ತಿ.ನರಸೀಪುರ: [641, 621, 742, 629]
- bottom-section: [10, 1005, 1502, 1315]
- quote-open-icon: “: [523, 538, 534, 566]
- paragraph: ತಾಲ್ಲೂಕಿನ ಹಲವು ಗ್ರಾಮಗಳ ರೈತರು ಒಗ್ಗೂಡಿ ಅರಣ್ಯ ಇಲಾಖೆ ಕಚೇರಿ ಎದುರು ಪ್ರತಿಭಟನೆ ನಡೆಸಿ ಮನವಿ ಸಲ್ಲಿಸಿದರು.: [10, 877, 229, 897]
- paragraph: ಕಾನೂನು ಮಾಪನಶಾಸ್ತ್ರ ಇಲಾಖೆ ಪ್ರತಿ ವರ್ಷ ತೂಕದ ಬಟ್ಟುಗಳಿಗೆ ಮುದ್ರೆ ಹಾಕಬೇಕು. ಆದರೆ ಹಲವು ವ್ಯಾಪಾರಿಗಳು ಮುದ್ರೆ ಮಾಡಿಸದೆ ವ್ಯಾಪಾರ ನಡೆಸುತ್ತಿದ್ದಾರೆ ಎಂಬ ದೂರುಗಳಿವೆ.: [10, 462, 267, 482]
- article-souharda: [10, 57, 507, 276]
- article-safari: [10, 806, 507, 991]
- bottom-headline: ರಂಗೇರಿದ ಚುಂಚನಕಟ್ಟೆ ಜಾನುವಾರು ಜಾತ್ರಾ ಮಹೋತ್ಸವ: [309, 1004, 801, 1036]
- paragraph: ಸಭೆಯಲ್ಲಿ ಜಿಲ್ಲಾ ಮಟ್ಟದ ಅಧಿಕಾರಿಗಳು, ಸಂಘ ಸಂಸ್ಥೆಗಳ ಪ್ರಮುಖರು, ಕುಟುಂಬ ಸದಸ್ಯರು ಭಾಗವಹಿಸಿದ್ದರು.: [1117, 625, 1375, 634]
- lead-right-continued: [757, 460, 1100, 539]
- paragraph: ತಾಲ್ಲೂಕಿನ ಅರಣ್ಯ ಗಡಿಭಾಗದ ಗ್ರಾಮಗಳಲ್ಲಿ ಆನೆ ದಾಳಿ ತಡೆಗೆ ಸೋಲಾರ್ ಬೇಲಿ ಅಳವಡಿಸಲಾಗಿದ್ದು, ನಿರ್ವಹಣೆಗೆ ಗ್ರಾಮಸ್ಥರು ಸಹಕರಿಸಬೇಕು ಎಂದು ಮನವಿ ಮಾಡಿದರು.: [513, 123, 752, 143]
- paragraph: ಪ್ರತಿ ತಿಂಗಳು 30 ದಿನಗಳ ಒಳಗೆ ವಿತರಣೆ ಪೂರ್ಣಗೊಳಿಸಬೇಕು. ದೂರು ಬಂದಲ್ಲಿ ಪರವಾನಗಿ ರದ್ದು ಮಾಡಲಾಗುವುದು ಎಂದು ಎಚ್ಚರಿಸಿದರು.: [1045, 836, 1271, 857]
- right-rail: [1109, 288, 1502, 792]
- photo-credit: ಪ್ರತಿನಿಧಿ ಚಿತ್ರ: [491, 837, 498, 859]
- paragraph: ಸರ್ಕಾರದಿಂದ ನೀಡುತ್ತಿರುವ ಪಡಿತರ ಧಾನ್ಯಗಳ ವಿತರಣೆಯಲ್ಲೂ ತೂಕದ ಮೋಸ ನಡೆಯುತ್ತಿದೆ ಎಂಬ ದೂರುಗಳಿವೆ. ನ್ಯಾಯಬೆಲೆ ಅಂಗಡಿಗಳಲ್ಲಿ ಪ್ರತಿ ಕಾರ್ಡುದಾರರಿಗೆ ನಿಗದಿತ ಪ್ರಮಾಣಕ್ಕಿಂತ ಕಡಿಮೆ ಧಾನ್ಯ ನೀಡುತ್ತಿರುವುದು ಕಂಡುಬಂದಿದೆ.: [757, 393, 1100, 413]
- bottom-right-photo: [1117, 1005, 1502, 1086]
- ad-contact-lines: ಪ್ರತಿನಿಧಿ ಮುದ್ರಣ ಮತ್ತು ಪ್ರಕಾಶನ ಸಂಸ್ಥೆ, ಮೈಸೂರು. ದೂ: 0821-2412345: [1125, 1165, 1247, 1182]
- ad-body: I, Rathan Tata, S/o T.Sampath Kumar, aged about 47 years, resident at D.No.1264/A, Vinoba Road, Behind SBI, Shivarampet, Devaraja Mohalla, Mysore-570001. I have changed my name from T.S. Rathna Kumar to Rathan Tata before Notary Putta Swamy dated 01-01-2026.: [1254, 1158, 1495, 1200]
- brand-chip: ಪ್ರತಿನಿಧಿ: [1124, 1136, 1157, 1151]
- article-body-col3: [1046, 836, 1271, 974]
- quote-open-icon: “: [283, 538, 294, 566]
- paragraph: ಮಾನವ ಮತ್ತು ವನ್ಯಜೀವಿ ಸಂಘರ್ಷ ತಡೆಗಟ್ಟಲು ಸಾರ್ವಜನಿಕರ ಸಹಕಾರ ಅಗತ್ಯ ಎಂದು ಅರಣ್ಯ ಇಲಾಖೆ ಅಧಿಕಾರಿಗಳು ತಿಳಿಸಿದರು.: [513, 97, 752, 117]
- paragraph: ಪರಿಹಾರ ಧನ ಶೀಘ್ರವೇ ಬಿಡುಗಡೆ: ಬೆಳೆ ಹಾನಿಗೆ ಸಂಬಂಧಿಸಿದಂತೆ ಅರ್ಜಿ ಸಲ್ಲಿಸಿದವರಿಗೆ ಪರಿಹಾರ ಶೀಘ್ರವೇ ಬಿಡುಗಡೆಯಾಗಲಿದೆ ಎಂದು ಭರವಸೆ ನೀಡಿದರು.: [759, 125, 998, 145]
